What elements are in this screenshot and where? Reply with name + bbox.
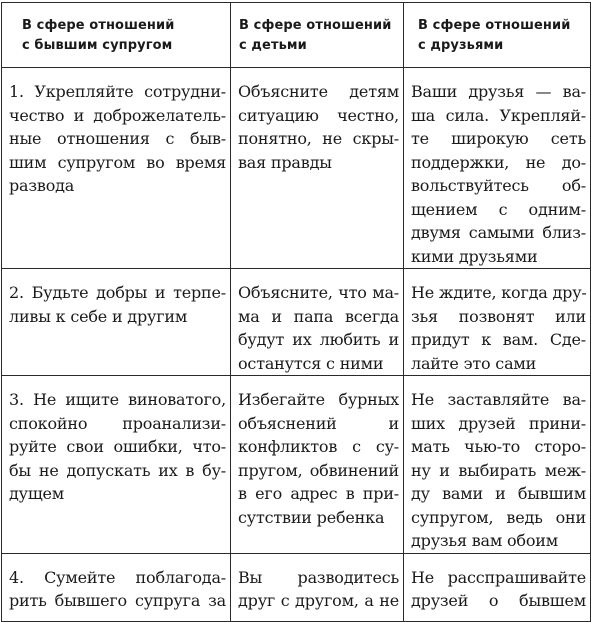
table-cell — [2, 376, 231, 554]
cell-line: лайте это сами — [411, 353, 537, 373]
cell-line: Вы разводитесь — [238, 567, 399, 587]
advice-table — [1, 2, 591, 622]
cell-line: шим супругом во время — [9, 152, 226, 172]
cell-line: друзей о бывшем — [411, 591, 586, 610]
header-children — [231, 3, 404, 68]
table-cell — [2, 68, 231, 269]
cell-line: спокойно проанализи- — [9, 413, 226, 433]
table-row — [2, 269, 591, 376]
cell-line: ших друзей прини- — [411, 413, 586, 433]
header-friends — [404, 3, 591, 68]
cell-line: 2. Будьте добры и терпе- — [9, 283, 226, 302]
cell-line: щением с одним- — [411, 199, 586, 219]
cell-line: Ваши друзья — ва- — [411, 82, 586, 101]
cell-line: супругом, ведь они — [411, 507, 586, 527]
table-cell — [404, 376, 591, 554]
cell-line: Избегайте бурных — [238, 390, 399, 409]
header-row — [2, 3, 591, 68]
cell-line: 1. Укрепляйте сотрудни- — [9, 82, 226, 101]
cell-line: сутствии ребенка — [238, 507, 385, 527]
cell-line: друг с другом, а не — [238, 591, 399, 610]
cell-line: двумя самыми близ- — [411, 223, 586, 242]
cell-line: Не заставляйте ва- — [411, 390, 586, 409]
cell-line: ну и выбирать меж- — [411, 460, 586, 480]
table-cell — [231, 269, 404, 376]
table-cell — [231, 376, 404, 554]
cell-line: конфликтов с су- — [238, 437, 399, 456]
table-cell — [404, 68, 591, 269]
header-line: В сфере отношений — [418, 18, 571, 33]
cell-line: руйте свои ошибки, что- — [9, 437, 226, 456]
cell-line: 4. Сумейте поблагода- — [9, 567, 226, 587]
header-line: с бывшим супругом — [22, 38, 173, 53]
cell-line: дущем — [9, 484, 65, 503]
cell-line: поддержки, не до- — [411, 152, 586, 172]
cell-line: понятно, не скры- — [238, 129, 399, 148]
table-cell — [231, 553, 404, 621]
header-line: В сфере отношений — [22, 18, 175, 33]
cell-line: те широкую сеть — [411, 129, 586, 148]
cell-line: ма и папа всегда — [238, 306, 399, 326]
table-cell — [404, 269, 591, 376]
cell-line: придут к вам. Сде- — [411, 330, 586, 349]
table-row — [2, 376, 591, 554]
cell-line: чество и доброжелатель- — [9, 105, 226, 125]
cell-line: вольствуйтесь об- — [411, 176, 586, 195]
header-line: с детьми — [239, 38, 307, 53]
cell-line: в его адрес в при- — [238, 484, 399, 503]
cell-line: Объясните, что ма- — [238, 283, 399, 302]
cell-line: вая правды — [238, 152, 332, 172]
table-row — [2, 68, 591, 269]
table-cell — [2, 269, 231, 376]
cell-line: Объясните детям — [238, 82, 399, 101]
table-cell — [404, 553, 591, 621]
cell-line: Не расспрашивайте — [411, 567, 586, 587]
cell-line: мать чью-то сторо- — [411, 437, 586, 456]
cell-line: бы не допускать их в бу- — [9, 460, 226, 480]
cell-line: рить бывшего супруга за — [9, 591, 226, 610]
cell-line: развода — [9, 176, 75, 195]
cell-line: кими друзьями — [411, 246, 538, 266]
cell-line: Не ждите, когда дру- — [411, 283, 587, 302]
cell-line: ливы к себе и другим — [9, 306, 188, 326]
cell-line: ша сила. Укрепляй- — [411, 105, 586, 125]
cell-line: ситуацию честно, — [238, 105, 399, 125]
cell-line: друзья вам обоим — [411, 531, 559, 550]
cell-line: пругом, обвинений — [238, 460, 399, 480]
table-cell — [2, 553, 231, 621]
header-line: В сфере отношений — [239, 18, 392, 33]
cell-line: ные отношения с быв- — [9, 129, 226, 148]
table-cell — [231, 68, 404, 269]
table-row — [2, 553, 591, 621]
cell-line: останутся с ними — [238, 353, 384, 373]
cell-line: зья позвонят или — [411, 306, 586, 326]
cell-line: ду вами и бывшим — [411, 484, 586, 503]
cell-line: объяснений и — [238, 413, 399, 433]
header-line: с друзьями — [418, 38, 504, 53]
cell-line: 3. Не ищите виноватого, — [9, 390, 226, 409]
cell-line: будут их любить и — [238, 330, 399, 349]
header-ex-spouse — [2, 3, 231, 68]
